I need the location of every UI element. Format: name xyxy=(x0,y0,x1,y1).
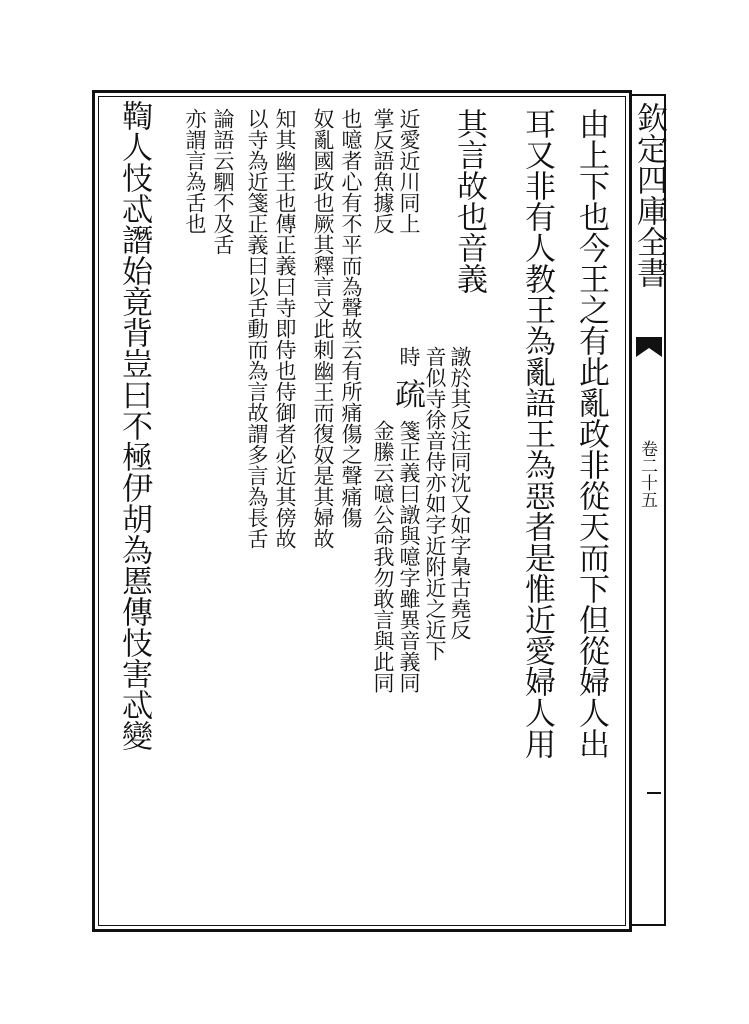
text-column: 音似寺徐音侍亦如字近附近之近下 xyxy=(423,346,447,661)
text-column: 疏 xyxy=(389,378,425,409)
text-column: 也噫者心有不平而為聲故云有所痛傷之聲痛傷 xyxy=(339,108,363,528)
text-column: 掌反語魚據反 xyxy=(371,108,395,234)
margin-rule-mark xyxy=(647,792,661,794)
text-column: 知其幽王也傳正義曰寺即侍也侍御者必近其傍故 xyxy=(273,108,297,549)
text-column: 論語云駟不及舌 xyxy=(211,108,235,255)
text-column: 時 xyxy=(397,346,421,367)
volume-label: 卷二十五 xyxy=(637,440,657,508)
text-column: 耳又非有人教王為亂語王為惡者是惟近愛婦人用 xyxy=(519,108,555,759)
text-column: 箋正義曰譈與噫字雖異音義同 xyxy=(397,420,421,693)
text-column: 由上下也今王之有此亂政非從天而下但從婦人出 xyxy=(573,108,609,759)
text-column: 譈於其反注同沈又如字梟古堯反 xyxy=(448,346,472,640)
text-column: 近愛近川同上 xyxy=(397,108,421,234)
text-column: 鞫人忮忒譖始竟背豈曰不極伊胡為慝傳忮害忒變 xyxy=(116,100,152,751)
book-title: 欽定四庫全書 xyxy=(631,102,667,288)
text-column: 奴亂國政也厥其釋言文此刺幽王而復奴是其婦故 xyxy=(311,108,335,549)
text-column: 亦謂言為舌也 xyxy=(183,108,207,234)
text-column: 其言故也音義 xyxy=(451,108,487,294)
text-column: 以寺為近箋正義曰以舌動而為言故謂多言為長舌 xyxy=(245,108,269,549)
text-column: 金縢云噫公命我勿敢言與此同 xyxy=(371,420,395,693)
